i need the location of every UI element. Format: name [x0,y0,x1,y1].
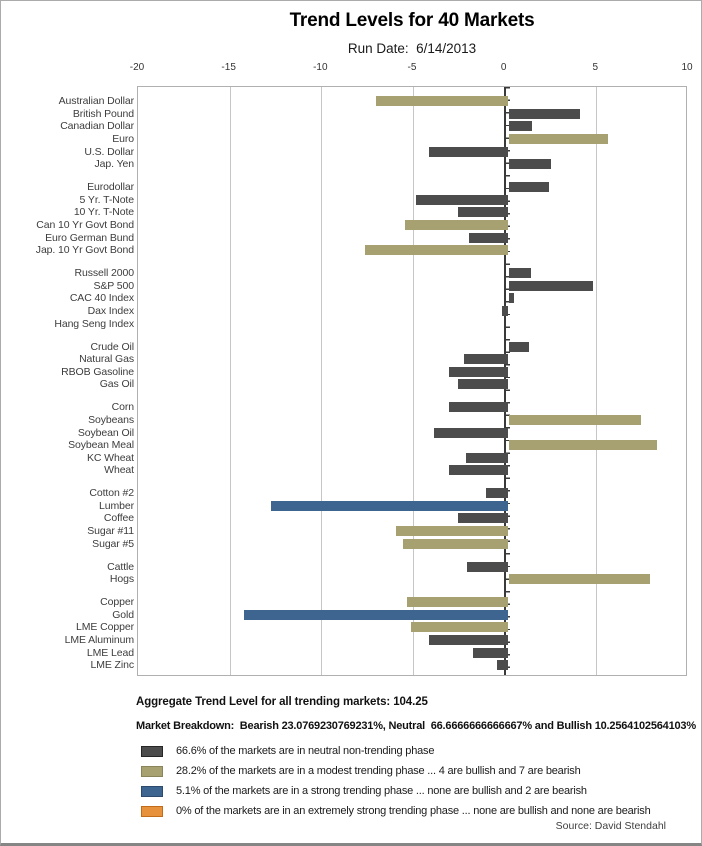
market-label: British Pound [72,107,134,120]
market-label: Soybean Oil [77,426,134,439]
bar-cell [141,280,687,293]
trend-bar-modest [403,539,508,549]
market-row [1,487,687,500]
market-row [1,317,687,330]
bar-rows-container [1,86,687,676]
trend-bar-modest [509,415,641,425]
market-label: Wheat [104,464,134,477]
bar-cell [141,231,687,244]
market-row [1,181,687,194]
market-row [1,95,687,108]
bar-cell [141,365,687,378]
bar-cell [141,573,687,586]
market-label: Jap. Yen [94,158,134,171]
legend-item [141,741,701,761]
x-tick-label: -20 [129,62,145,73]
x-axis [129,62,693,76]
market-label: Canadian Dollar [60,120,134,133]
bar-cell [141,621,687,634]
trend-bar-neutral [509,121,533,131]
market-label: Australian Dollar [58,95,134,108]
market-row [1,158,687,171]
bar-cell [141,401,687,414]
market-label: Sugar #11 [87,525,134,538]
market-row [1,219,687,232]
trend-bar-modest [411,622,508,632]
trend-bar-neutral [509,342,529,352]
market-label: Dax Index [87,304,134,317]
market-label: Gold [112,608,134,621]
legend-text: 5.1% of the markets are in a strong trending phase ... none are bullish and 2 are bearish [176,785,587,797]
market-row [1,464,687,477]
trend-bar-neutral [509,182,549,192]
market-label: Euro [112,133,134,146]
trend-bar-neutral [458,379,508,389]
bar-cell [141,634,687,647]
bar-cell [141,609,687,622]
market-row [1,292,687,305]
market-row [1,244,687,257]
group-spacer [1,586,687,596]
market-row [1,145,687,158]
market-row [1,365,687,378]
group-spacer [1,391,687,401]
trend-bar-neutral [486,488,508,498]
trend-bar-neutral [416,195,508,205]
legend-text: 28.2% of the markets are in a modest trending phase ... 4 are bullish and 7 are bearish [176,765,581,777]
chart-title: Trend Levels for 40 Markets [289,10,535,31]
market-breakdown-line: Market Breakdown: Bearish 23.0769230769231%, Neutral 66.6666666666667% and Bullish 10.2564102564103% [136,720,696,732]
aggregate-trend-line: Aggregate Trend Level for all trending markets: 104.25 [136,696,428,708]
market-label: CAC 40 Index [69,292,134,305]
trend-bar-modest [509,574,650,584]
bar-cell [141,340,687,353]
legend-text: 66.6% of the markets are in neutral non-trending phase [176,745,435,757]
market-row [1,646,687,659]
trend-bar-modest [407,597,508,607]
source-credit: Source: David Stendahl [555,820,666,832]
legend-swatch-modest [141,766,163,777]
market-row [1,108,687,121]
market-row [1,512,687,525]
market-label: Soybean Meal [68,439,134,452]
trend-bar-neutral [466,453,508,463]
market-row [1,426,687,439]
market-row [1,573,687,586]
bar-cell [141,525,687,538]
market-label: Can 10 Yr Govt Bond [36,219,134,232]
trend-bar-neutral [429,635,508,645]
bar-cell [141,317,687,330]
market-label: Lumber [98,499,134,512]
x-tick-label: -5 [407,62,417,73]
market-label: Cattle [107,560,134,573]
bar-cell [141,414,687,427]
group-spacer [1,550,687,560]
market-label: Russell 2000 [74,267,134,280]
bar-cell [141,659,687,672]
market-row [1,194,687,207]
market-label: RBOB Gasoline [61,365,134,378]
market-row [1,500,687,513]
market-row [1,560,687,573]
trend-bar-neutral [509,268,531,278]
bar-cell [141,560,687,573]
bar-cell [141,133,687,146]
legend-item [141,761,701,781]
bar-cell [141,244,687,257]
market-row [1,621,687,634]
trend-bar-neutral [469,233,508,243]
market-row [1,280,687,293]
trend-bar-neutral [449,367,508,377]
trend-bar-neutral [509,159,551,169]
market-label: LME Lead [86,646,134,659]
bar-cell [141,353,687,366]
legend-text: 0% of the markets are in an extremely strong trending phase ... none are bullish and none are bearish [176,805,651,817]
bar-cell [141,512,687,525]
market-row [1,231,687,244]
bar-cell [141,267,687,280]
market-row [1,305,687,318]
trend-bar-neutral [429,147,508,157]
trend-bar-neutral [509,293,515,303]
run-date-subtitle: Run Date: 6/14/2013 [347,41,477,56]
market-label: S&P 500 [93,279,134,292]
group-spacer [1,477,687,487]
market-row [1,451,687,464]
market-label: Eurodollar [87,181,134,194]
legend-item [141,801,701,821]
bar-cell [141,292,687,305]
trend-bar-modest [509,440,658,450]
market-row [1,401,687,414]
bar-cell [141,181,687,194]
market-label: 10 Yr. T-Note [73,206,134,219]
market-label: Crude Oil [90,340,134,353]
x-tick-label: 5 [592,62,599,73]
market-row [1,439,687,452]
market-label: LME Copper [76,621,134,634]
market-label: Natural Gas [79,353,134,366]
bar-cell [141,206,687,219]
market-label: Coffee [103,512,134,525]
market-row [1,353,687,366]
bar-cell [141,596,687,609]
bar-cell [141,426,687,439]
bar-cell [141,646,687,659]
trend-bar-neutral [434,428,507,438]
group-spacer [1,257,687,267]
market-row [1,340,687,353]
market-label: Jap. 10 Yr Govt Bond [35,244,134,257]
market-row [1,120,687,133]
legend-swatch-neutral [141,746,163,757]
legend-item [141,781,701,801]
market-label: Corn [111,401,134,414]
market-label: LME Zinc [90,659,134,672]
bar-cell [141,464,687,477]
trend-bar-neutral [464,354,508,364]
bar-cell [141,537,687,550]
market-row [1,133,687,146]
trend-bar-neutral [473,648,508,658]
bar-cell [141,194,687,207]
x-tick-label: -15 [221,62,236,73]
trend-bar-neutral [449,402,508,412]
trend-bar-neutral [502,306,508,316]
market-row [1,609,687,622]
bar-cell [141,158,687,171]
legend [141,741,701,821]
market-row [1,206,687,219]
bar-cell [141,487,687,500]
bar-cell [141,108,687,121]
trend-bar-neutral [509,281,593,291]
trend-bar-neutral [509,109,581,119]
trend-bar-neutral [449,465,508,475]
market-label: LME Aluminum [64,634,134,646]
trend-bar-neutral [458,513,508,523]
trend-bar-modest [509,134,608,144]
market-label: U.S. Dollar [84,145,134,158]
market-label: Hogs [109,573,134,586]
market-row [1,537,687,550]
trend-bar-neutral [458,207,508,217]
trend-bar-modest [365,245,508,255]
bar-cell [141,451,687,464]
bar-cell [141,500,687,513]
market-row [1,267,687,280]
market-row [1,596,687,609]
market-label: KC Wheat [86,451,134,464]
market-row [1,378,687,391]
bar-cell [141,145,687,158]
market-label: Euro German Bund [45,231,134,244]
trend-bar-strong [271,501,508,511]
trend-bar-modest [405,220,508,230]
market-label: Cotton #2 [89,487,134,500]
bar-cell [141,439,687,452]
x-tick-label: -10 [313,62,328,73]
trend-bar-modest [376,96,508,106]
market-label: Gas Oil [99,378,134,391]
trend-bar-neutral [467,562,507,572]
market-row [1,659,687,672]
trend-bar-modest [396,526,508,536]
market-label: Soybeans [88,413,134,426]
market-row [1,525,687,538]
bar-cell [141,378,687,391]
market-label: Sugar #5 [92,537,134,550]
trend-bar-strong [244,610,508,620]
bar-cell [141,305,687,318]
trend-bar-neutral [497,660,508,670]
x-tick-label: 10 [681,62,693,73]
group-spacer [1,171,687,181]
market-label: Hang Seng Index [54,317,134,330]
market-row [1,634,687,647]
market-label: 5 Yr. T-Note [79,193,134,206]
bar-cell [141,120,687,133]
bar-cell [141,219,687,232]
market-label: Copper [100,596,134,609]
group-spacer [1,330,687,340]
x-tick-label: 0 [500,62,507,73]
legend-swatch-extreme [141,806,163,817]
legend-swatch-strong [141,786,163,797]
bar-cell [141,95,687,108]
market-row [1,414,687,427]
